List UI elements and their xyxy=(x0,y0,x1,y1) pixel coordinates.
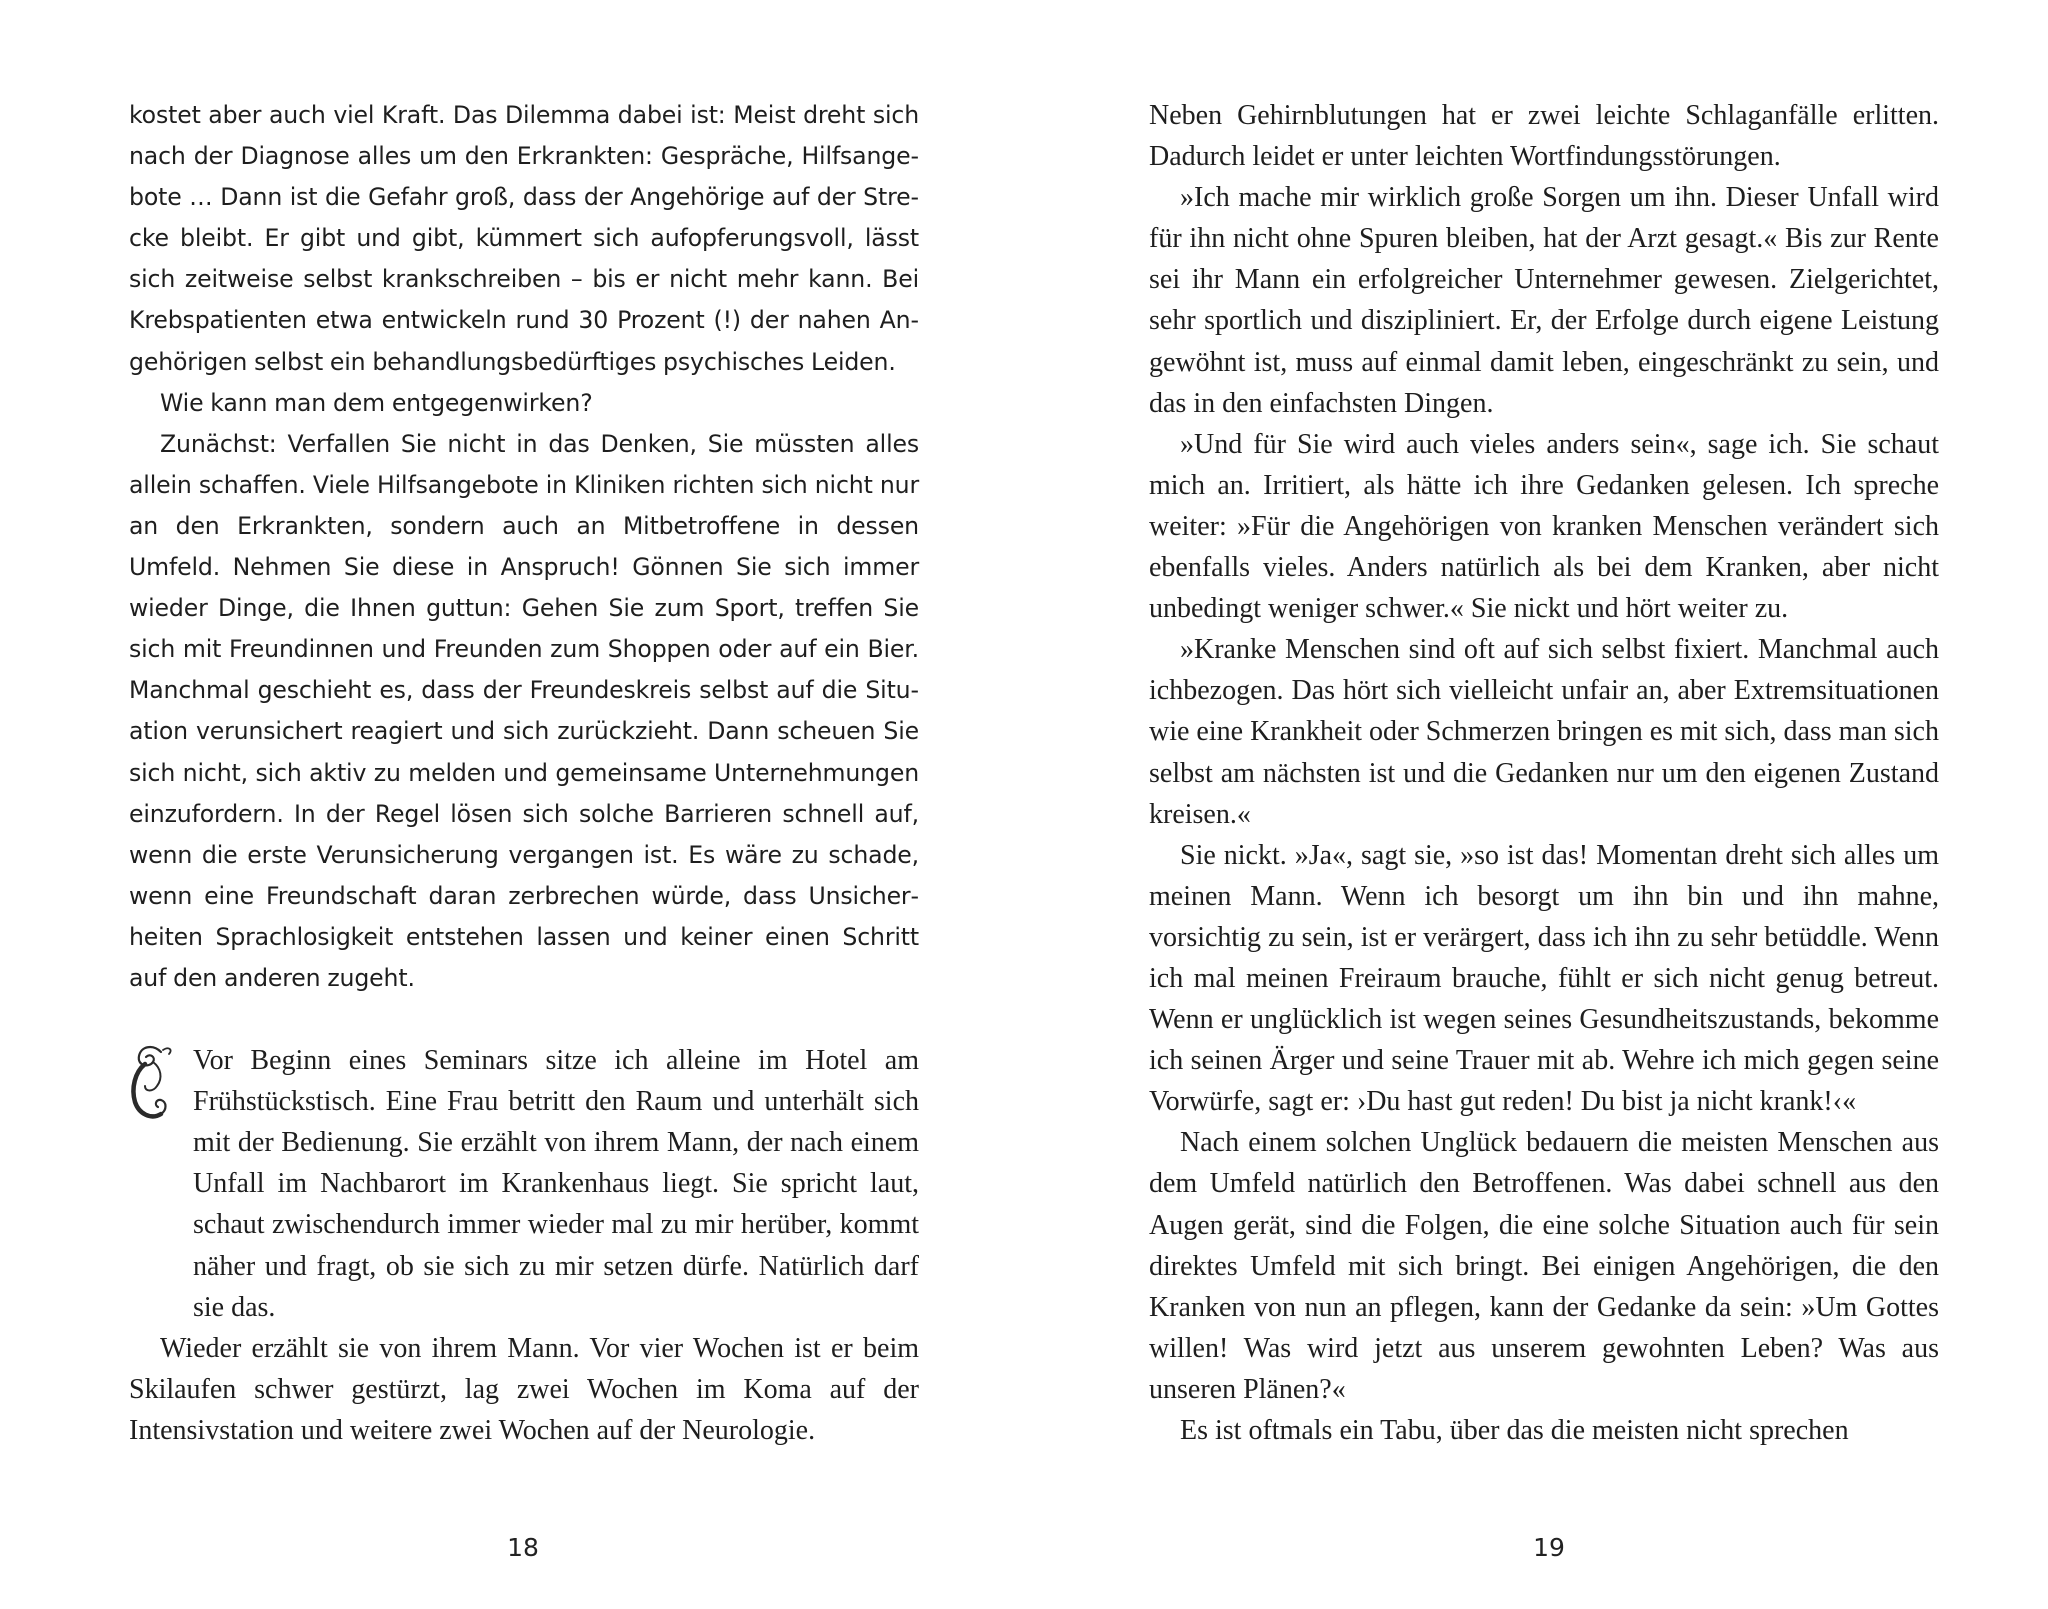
answer-paragraph: Zunächst: Verfallen Sie nicht in das Denken, Sie müssten alles allein schaffen. Viele Hilfsangebote in Kliniken richten sich nicht nur an den Erkrankten, sondern auch an Mitbetroffene in dessen Umfeld. Nehmen Sie diese in Anspruch! Gönnen Sie sich immer wieder Dinge, die Ihnen guttun: Gehen Sie zum Sport, treffen Sie sich mit Freundinnen und Freunden zum Shoppen oder auf ein Bier. Manchmal geschieht es, dass der Freundeskreis selbst auf die Situation verunsichert reagiert und sich zurückzieht. Dann scheuen Sie sich nicht, sich aktiv zu melden und gemeinsame Unternehmungen einzufordern. In der Regel lösen sich solche Barrieren schnell auf, wenn die erste Verunsicherung vergangen ist. Es wäre zu schade, wenn eine Freundschaft daran zerbrechen würde, dass Unsicherheiten Sprachlosigkeit entstehen lassen und keiner einen Schritt auf den anderen zugeht. xyxy=(129,429,919,992)
paragraph: Vor Beginn eines Seminars sitze ich alleine im Hotel am Frühstückstisch. Eine Frau betritt den Raum und unterhält sich mit der Bedienung. Sie erzählt von ihrem Mann, der nach einem Unfall im Nachbarort im Krankenhaus liegt. Sie spricht laut, schaut zwischendurch immer wieder mal zu mir herüber, kommt näher und fragt, ob sie sich zu mir setzen dürfe. Natürlich darf sie das. xyxy=(193,1045,919,1323)
interview-section xyxy=(129,95,919,999)
paragraph: Nach einem solchen Unglück bedauern die meisten Menschen aus dem Umfeld natürlich den Betroffenen. Was dabei schnell aus den Augen gerät, sind die Folgen, die eine solche Situation auch für sein direktes Umfeld mit sich bringt. Bei einigen Angehörigen, die den Kranken von nun an pflegen, kann der Gedanke da sein: »Um Gottes willen! Was wird jetzt aus unserem gewohnten Leben? Was aus unseren Plänen?« xyxy=(1149,1127,1939,1405)
page-number-left: 18 xyxy=(507,1533,539,1562)
paragraph: »Und für Sie wird auch vieles anders sein«, sage ich. Sie schaut mich an. Irritiert, als hätte ich ihre Gedanken gelesen. Ich spreche weiter: »Für die Angehörigen von kranken Menschen verändert sich ebenfalls vieles. Anders natürlich als bei dem Kranken, aber nicht unbedingt weniger schwer.« Sie nickt und hört weiter zu. xyxy=(1149,428,1939,625)
paragraph: »Ich mache mir wirklich große Sorgen um ihn. Dieser Unfall wird für ihn nicht ohne Spuren bleiben, hat der Arzt gesagt.« Bis zur Rente sei ihr Mann ein erfolgreicher Unternehmer gewesen. Zielgerichtet, sehr sportlich und diszipliniert. Er, der Erfolge durch eigene Leistung gewöhnt ist, muss auf einmal damit leben, eingeschränkt zu sein, und das in den einfachsten Dingen. xyxy=(1149,182,1939,419)
paragraph: »Kranke Menschen sind oft auf sich selbst fixiert. Manchmal auch ichbezogen. Das hört sich vielleicht unfair an, aber Extremsituationen wie eine Krankheit oder Schmerzen bringen es mit sich, dass man sich selbst am nächsten ist und die Gedanken nur um den eigenen Zustand kreisen.« xyxy=(1149,634,1939,830)
paragraph: Es ist oftmals ein Tabu, über das die meisten nicht sprechen xyxy=(1180,1415,1849,1446)
paragraph: Sie nickt. »Ja«, sagt sie, »so ist das! Momentan dreht sich alles um meinen Mann. Wenn ich besorgt um ihn bin und ihn mahne, vorsichtig zu sein, ist er verärgert, dass ich ihn zu sehr betüddle. Wenn ich mal meinen Freiraum brauche, fühlt er sich nicht genug betreut. Wenn er unglücklich ist wegen seines Gesundheitszustands, bekomme ich seinen Ärger und seine Trauer mit ab. Wehre ich mich gegen seine Vorwürfe, sagt er: ›Du hast gut reden! Du bist ja nicht krank!‹« xyxy=(1149,839,1939,1118)
right-page xyxy=(1149,95,1939,1451)
story-section xyxy=(129,1040,919,1451)
paragraph: Neben Gehirnblutungen hat er zwei leichte Schlaganfälle erlitten. Dadurch leidet er unter leichten Wortfindungsstörungen. xyxy=(1149,100,1939,173)
paragraph: Wieder erzählt sie von ihrem Mann. Vor vier Wochen ist er beim Skilaufen schwer gestürzt, lag zwei Wochen im Koma auf der Intensivstation und weitere zwei Wochen auf der Neurologie. xyxy=(129,1332,919,1446)
decorative-scroll-ornament-icon xyxy=(123,1042,177,1126)
page-number-right: 19 xyxy=(1533,1533,1565,1562)
left-page xyxy=(129,95,919,1451)
paragraph: kostet aber auch viel Kraft. Das Dilemma dabei ist: Meist dreht sich nach der Diagnose alles um den Erkrankten: Gespräche, Hilfsangebote … Dann ist die Gefahr groß, dass der Angehörige auf der Strecke bleibt. Er gibt und gibt, kümmert sich aufopferungsvoll, lässt sich zeitweise selbst krankschreiben – bis er nicht mehr kann. Bei Krebspatienten etwa entwickeln rund 30 Prozent (!) der nahen Angehörigen selbst ein behandlungsbedürftiges psychisches Leiden. xyxy=(129,101,919,376)
question-paragraph: Wie kann man dem entgegenwirken? xyxy=(160,388,593,417)
